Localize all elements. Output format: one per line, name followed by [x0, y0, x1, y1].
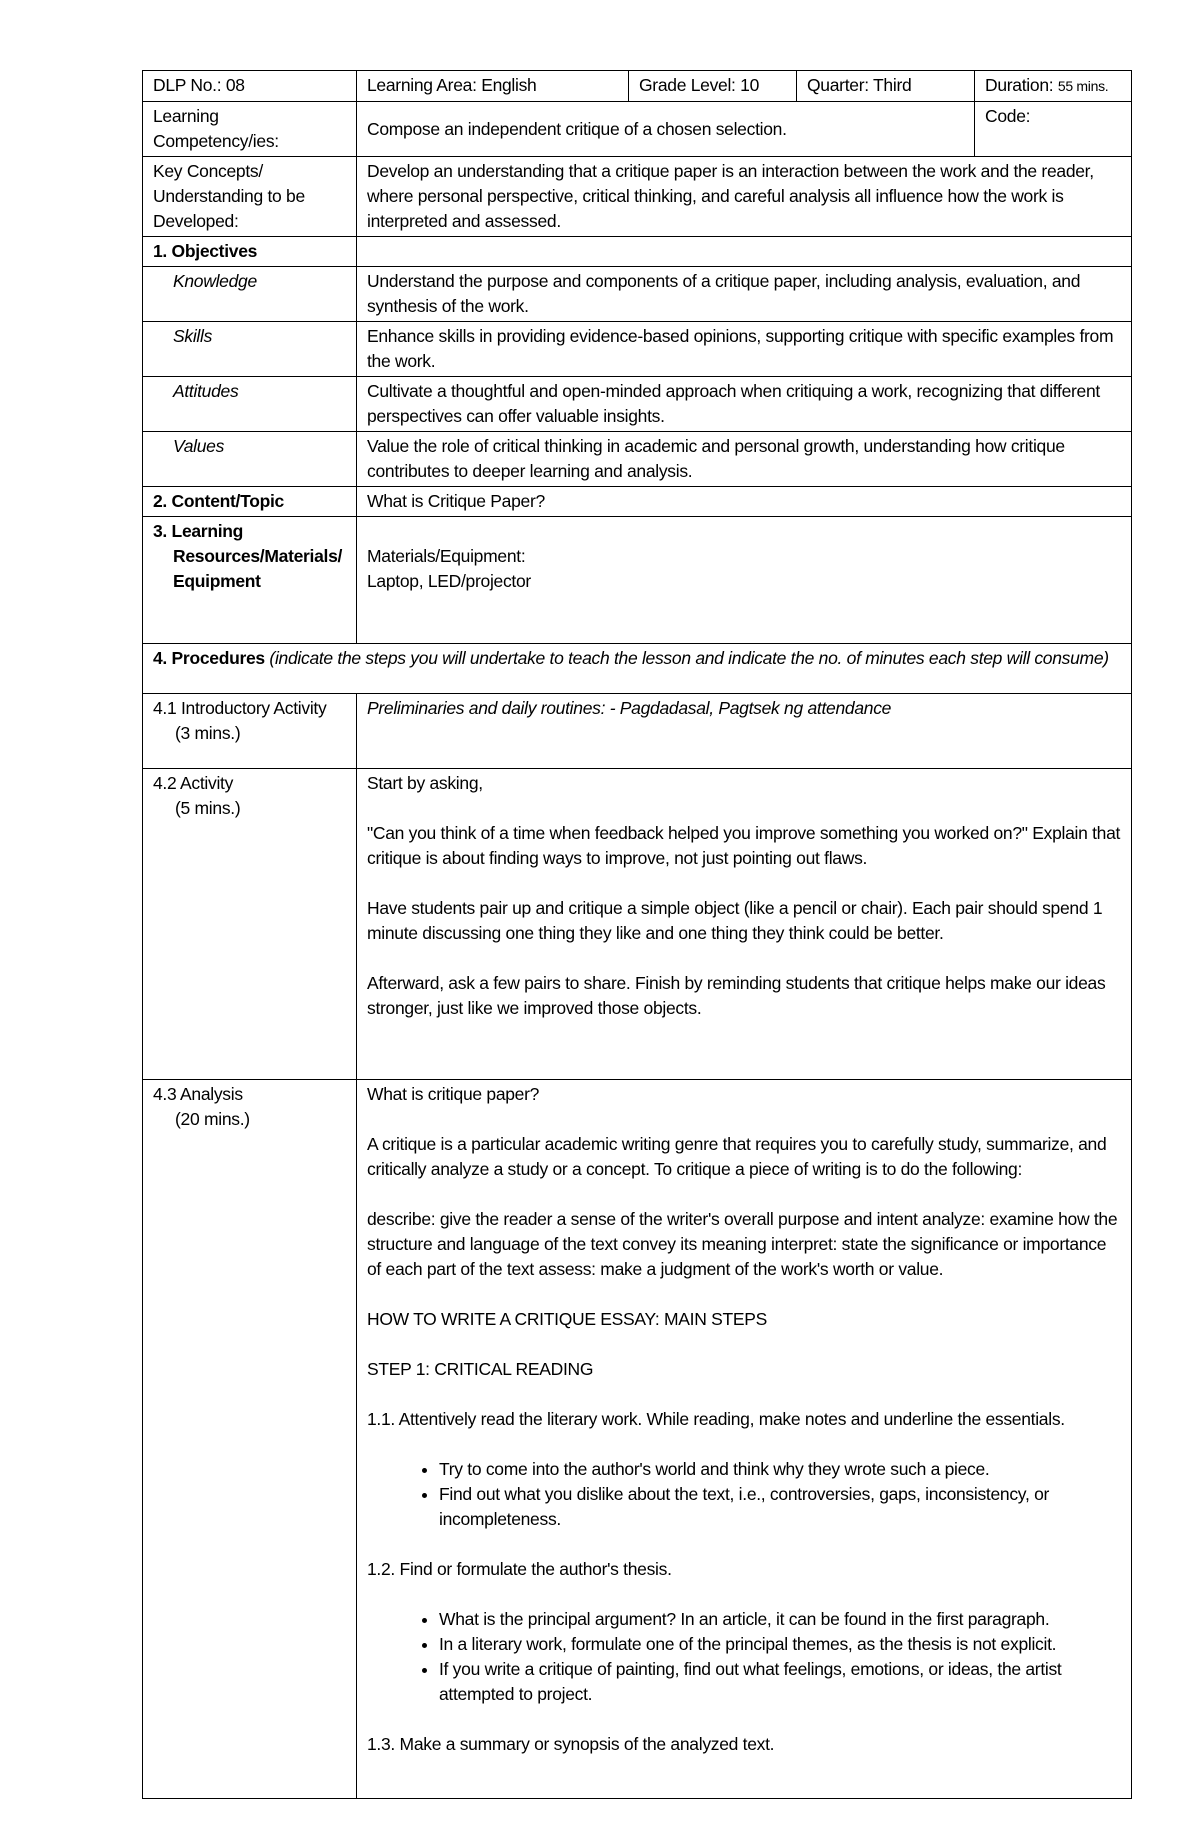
- quarter: Quarter: Third: [797, 71, 975, 102]
- resources-label-line1: 3. Learning: [153, 521, 244, 541]
- intro-text: Preliminaries and daily routines: - Pagdadasal, Pagtsek ng attendance: [357, 694, 1132, 769]
- lesson-plan-document: [142, 70, 1131, 1799]
- activity-paragraph: Start by asking,: [367, 773, 483, 793]
- procedures-heading: 4. Procedures: [153, 648, 265, 668]
- resources-label-line3: Equipment: [173, 571, 261, 591]
- skills-label: Skills: [143, 322, 357, 377]
- list-item: • Find out what you dislike about the text, i.e., controversies, gaps, inconsistency, or incompleteness.: [439, 1482, 1123, 1532]
- analysis-paragraph: STEP 1: CRITICAL READING: [367, 1359, 594, 1379]
- resources-row: [143, 517, 1132, 644]
- code-label: Code:: [975, 102, 1132, 157]
- key-concepts-row: [143, 157, 1132, 237]
- resources-text: [357, 517, 1132, 644]
- intro-label: 4.1 Introductory Activity: [153, 698, 327, 718]
- activity-paragraph: Afterward, ask a few pairs to share. Finish by reminding students that critique helps make our ideas stronger, just like we improved those objects.: [367, 973, 1106, 1018]
- analysis-row: [143, 1080, 1132, 1799]
- duration-label: Duration:: [985, 75, 1058, 95]
- resources-line2: Laptop, LED/projector: [367, 571, 531, 591]
- analysis-paragraph: HOW TO WRITE A CRITIQUE ESSAY: MAIN STEPS: [367, 1309, 767, 1329]
- activity-text: [357, 769, 1132, 1080]
- objectives-heading: 1. Objectives: [143, 237, 357, 267]
- duration-value: 55 mins.: [1057, 78, 1109, 94]
- activity-paragraph: "Can you think of a time when feedback helped you improve something you worked on?" Explain that critique is about finding ways to improve, not just pointing out flaws.: [367, 823, 1121, 868]
- analysis-text: [357, 1080, 1132, 1799]
- content-text: What is Critique Paper?: [357, 487, 1132, 517]
- attitudes-label: Attitudes: [143, 377, 357, 432]
- analysis-label: 4.3 Analysis: [153, 1084, 243, 1104]
- analysis-time: (20 mins.): [175, 1109, 250, 1129]
- content-label: 2. Content/Topic: [143, 487, 357, 517]
- analysis-paragraph: 1.2. Find or formulate the author's thesis.: [367, 1559, 672, 1579]
- key-concepts-text: Develop an understanding that a critique paper is an interaction between the work and the reader, where personal perspective, critical thinking, and careful analysis all influence how the work is interpreted and assessed.: [357, 157, 1132, 237]
- bullet-list: [367, 1457, 1123, 1532]
- activity-time: (5 mins.): [175, 798, 241, 818]
- activity-label-cell: [143, 769, 357, 1080]
- objectives-empty-cell: [357, 237, 1132, 267]
- knowledge-label: Knowledge: [143, 267, 357, 322]
- analysis-paragraph: A critique is a particular academic writing genre that requires you to carefully study, summarize, and critically analyze a study or a concept. To critique a piece of writing is to do the following:: [367, 1134, 1107, 1179]
- resources-label: [143, 517, 357, 644]
- content-row: [143, 487, 1132, 517]
- list-item: • Try to come into the author's world and think why they wrote such a piece.: [439, 1457, 1123, 1482]
- activity-paragraph: Have students pair up and critique a simple object (like a pencil or chair). Each pair should spend 1 minute discussing one thing they like and one thing they think could be better.: [367, 898, 1103, 943]
- knowledge-text: Understand the purpose and components of a critique paper, including analysis, evaluation, and synthesis of the work.: [357, 267, 1132, 322]
- activity-row: [143, 769, 1132, 1080]
- competency-text: Compose an independent critique of a chosen selection.: [357, 102, 975, 157]
- list-item: • What is the principal argument? In an article, it can be found in the first paragraph.: [439, 1607, 1123, 1632]
- analysis-paragraph: describe: give the reader a sense of the writer's overall purpose and intent analyze: examine how the structure and language of the text convey its meaning interpret: state the significance or importance of each part of the text assess: make a judgment of the work's worth or value.: [367, 1209, 1118, 1279]
- grade-level: Grade Level: 10: [629, 71, 797, 102]
- objectives-heading-row: [143, 237, 1132, 267]
- attitudes-text: Cultivate a thoughtful and open-minded approach when critiquing a work, recognizing that different perspectives can offer valuable insights.: [357, 377, 1132, 432]
- learning-area: Learning Area: English: [357, 71, 629, 102]
- skills-row: [143, 322, 1132, 377]
- resources-label-line2: Resources/Materials/: [173, 546, 343, 566]
- competency-label: Learning Competency/ies:: [143, 102, 357, 157]
- analysis-label-cell: [143, 1080, 357, 1799]
- competency-row: [143, 102, 1132, 157]
- bullet-list: [367, 1607, 1123, 1707]
- analysis-paragraph: 1.3. Make a summary or synopsis of the analyzed text.: [367, 1734, 775, 1754]
- procedures-note: (indicate the steps you will undertake to teach the lesson and indicate the no. of minutes each step will consume): [264, 648, 1109, 668]
- procedures-heading-cell: [143, 644, 1132, 694]
- key-concepts-label: Key Concepts/ Understanding to be Developed:: [143, 157, 357, 237]
- values-label: Values: [143, 432, 357, 487]
- procedures-row: [143, 644, 1132, 694]
- list-item: • If you write a critique of painting, find out what feelings, emotions, or ideas, the artist attempted to project.: [439, 1657, 1123, 1707]
- attitudes-row: [143, 377, 1132, 432]
- values-text: Value the role of critical thinking in academic and personal growth, understanding how critique contributes to deeper learning and analysis.: [357, 432, 1132, 487]
- intro-row: [143, 694, 1132, 769]
- analysis-paragraph: What is critique paper?: [367, 1084, 540, 1104]
- values-row: [143, 432, 1132, 487]
- analysis-paragraph: 1.1. Attentively read the literary work. While reading, make notes and underline the essentials.: [367, 1409, 1065, 1429]
- lesson-plan-table: [142, 70, 1132, 1799]
- skills-text: Enhance skills in providing evidence-based opinions, supporting critique with specific examples from the work.: [357, 322, 1132, 377]
- dlp-number: DLP No.: 08: [143, 71, 357, 102]
- intro-label-cell: [143, 694, 357, 769]
- intro-time: (3 mins.): [175, 723, 241, 743]
- list-item: • In a literary work, formulate one of the principal themes, as the thesis is not explicit.: [439, 1632, 1123, 1657]
- duration: [975, 71, 1132, 102]
- knowledge-row: [143, 267, 1132, 322]
- header-row: [143, 71, 1132, 102]
- activity-label: 4.2 Activity: [153, 773, 234, 793]
- resources-line1: Materials/Equipment:: [367, 546, 526, 566]
